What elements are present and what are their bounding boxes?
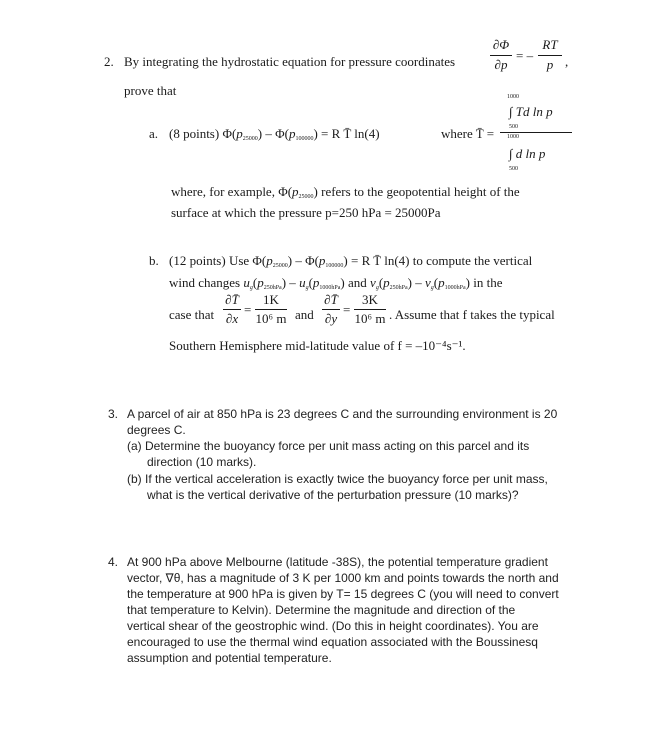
fraction-bar [538, 55, 562, 56]
q3-part-a: (a) Determine the buoyancy force per unit mass acting on this parcel and its [127, 439, 530, 453]
part-b-line: (12 points) Use $\Phi(p_{25000}) - \Phi(p_{100000}) = R$ T̄ ln(4) to compute the vertical [169, 253, 533, 269]
and-word: and [295, 307, 314, 322]
dT-numerator: ∂T̄ [225, 292, 239, 307]
eq-numerator: ∂Φ [492, 37, 510, 52]
q4-line: encouraged to use the thermal wind equation associated with the Boussinesq [127, 635, 538, 649]
equals: = [343, 302, 351, 317]
prove-label: prove that [124, 83, 177, 98]
q3-part-b: what is the vertical derivative of the perturbation pressure (10 marks)? [147, 488, 519, 502]
dy-denominator: ∂y [324, 311, 338, 326]
q3-part-a: direction (10 marks). [147, 455, 257, 469]
fraction-bar [223, 309, 241, 310]
q3-line: A parcel of air at 850 hPa is 23 degrees C and the surrounding environment is 20 [127, 407, 558, 421]
q4-line: vector, ∇θ, has a magnitude of 3 K per 1000 km and points towards the north and [127, 571, 559, 585]
q4-line: that temperature to Kelvin). Determine the magnitude and direction of the [127, 603, 516, 617]
fraction-bar [500, 132, 572, 133]
fraction-bar [490, 55, 512, 56]
integral-upper-limit: 1000 [507, 134, 519, 140]
q4-line: the temperature at 900 hPa is given by T= 15 degrees C (you will need to convert [127, 587, 559, 601]
eq-comma: , [565, 54, 569, 69]
integral-lower-limit: 500 [509, 124, 518, 130]
gradient-numerator: 3K [362, 292, 378, 307]
dx-denominator: ∂x [225, 311, 239, 326]
fraction-bar [255, 309, 287, 310]
eq-rhs-denominator: p [546, 57, 554, 72]
q4-line: assumption and potential temperature. [127, 651, 332, 665]
equals: = [244, 302, 252, 317]
fraction-bar [322, 309, 340, 310]
assume-text: . Assume that f takes the typical [389, 307, 555, 322]
part-a-equation: (8 points) $\Phi(p_{25000}) - \Phi(p_{100000}) = R$ T̄ ln(4) [169, 126, 380, 142]
gradient-numerator: 1K [263, 292, 279, 307]
gradient-denominator: 10⁶ m [354, 311, 386, 326]
question-number: 3. [108, 407, 119, 421]
fraction-bar [354, 309, 386, 310]
note-line: surface at which the pressure p=250 hPa = 25000Pa [171, 205, 441, 220]
q3-line: degrees C. [127, 423, 186, 437]
q4-line: At 900 hPa above Melbourne (latitude -38S), the potential temperature gradient [127, 555, 548, 569]
dT-numerator: ∂T̄ [324, 292, 338, 307]
integral-denominator: ∫ d ln p [509, 146, 546, 161]
q4-line: vertical shear of the geostrophic wind. (Do this in height coordinates). You are [127, 619, 539, 633]
eq-equals: = – [516, 48, 534, 63]
question-number: 4. [108, 555, 119, 569]
part-a-label: a. [149, 126, 159, 141]
q3-part-b: (b) If the vertical acceleration is exactly twice the buoyancy force per unit mass, [127, 472, 548, 486]
integral-lower-limit: 500 [509, 166, 518, 172]
integral-numerator: ∫ Td ln p [509, 104, 553, 119]
part-b-line: Southern Hemisphere mid-latitude value of f = –10⁻⁴s⁻¹. [169, 338, 466, 353]
part-b-line: wind changes $u_g(p_{250hPa}) - u_g(p_{1000hPa})$ and $v_g(p_{250hPa}) - v_g(p_{1000hPa})$ in the [169, 275, 503, 291]
eq-denominator: ∂p [494, 57, 508, 72]
gradient-denominator: 10⁶ m [255, 311, 287, 326]
case-that: case that [169, 307, 215, 322]
where-tbar: where T̄ = [441, 126, 495, 141]
eq-rhs-numerator: RT [542, 37, 558, 52]
question-intro: By integrating the hydrostatic equation for pressure coordinates [124, 54, 456, 69]
note-line: where, for example, $\Phi(p_{25000})$ refers to the geopotential height of the [171, 184, 520, 200]
part-b-label: b. [149, 253, 159, 268]
integral-upper-limit: 1000 [507, 94, 519, 100]
question-number: 2. [104, 54, 114, 69]
